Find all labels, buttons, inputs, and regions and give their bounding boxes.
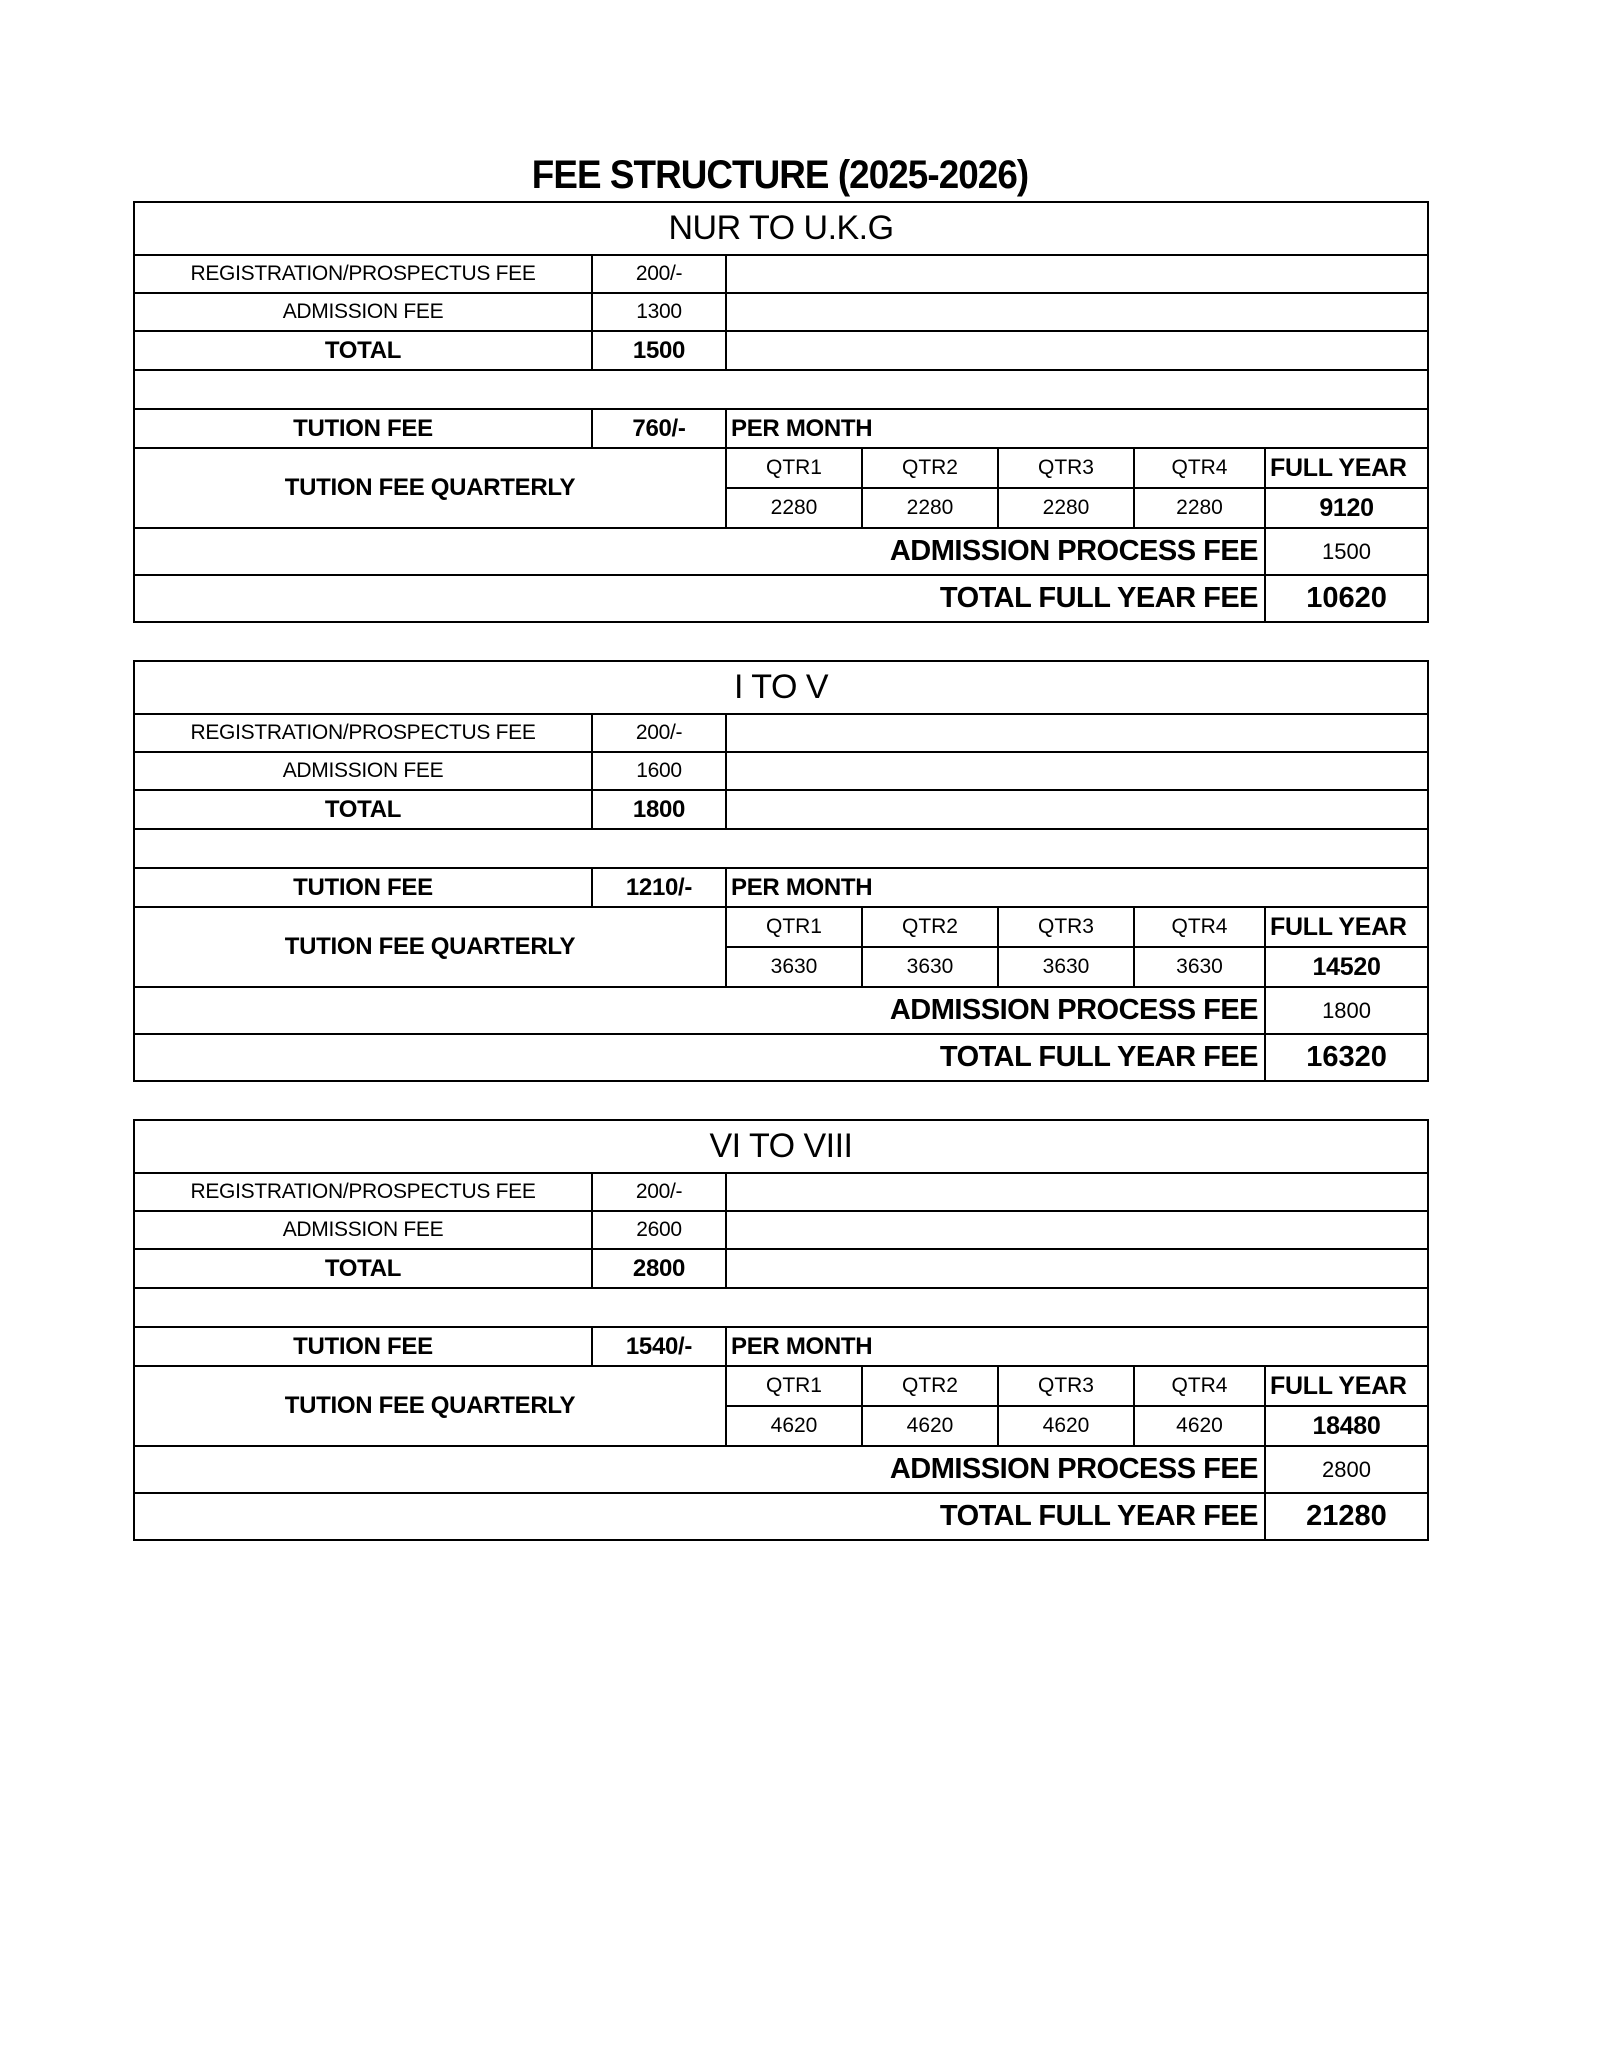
qtr2-header: QTR2 [862, 1366, 998, 1406]
admission-process-fee-value: 2800 [1265, 1446, 1428, 1493]
total-full-year-fee-value: 16320 [1265, 1034, 1428, 1081]
qtr2-value: 2280 [862, 488, 998, 528]
total-label: TOTAL [134, 1249, 592, 1288]
admission-process-fee-label: ADMISSION PROCESS FEE [134, 528, 1265, 575]
tuition-fee-value: 760/- [592, 409, 726, 448]
total-full-year-fee-value: 21280 [1265, 1493, 1428, 1540]
tuition-quarterly-label: TUTION FEE QUARTERLY [134, 1366, 726, 1446]
qtr2-header: QTR2 [862, 907, 998, 947]
fee-section-table-1 [133, 201, 1429, 623]
total-label: TOTAL [134, 790, 592, 829]
empty-cell [726, 790, 1428, 829]
per-month-label: PER MONTH [726, 1327, 1428, 1366]
registration-fee-value: 200/- [592, 255, 726, 293]
section-heading: I TO V [134, 661, 1428, 714]
admission-fee-value: 1600 [592, 752, 726, 790]
fee-section-table-3 [133, 1119, 1429, 1541]
qtr4-value: 4620 [1134, 1406, 1265, 1446]
registration-fee-value: 200/- [592, 714, 726, 752]
admission-fee-label: ADMISSION FEE [134, 1211, 592, 1249]
qtr3-header: QTR3 [998, 448, 1134, 488]
qtr3-value: 2280 [998, 488, 1134, 528]
registration-fee-label: REGISTRATION/PROSPECTUS FEE [134, 255, 592, 293]
qtr1-value: 3630 [726, 947, 862, 987]
qtr1-header: QTR1 [726, 1366, 862, 1406]
fee-section-table-2 [133, 660, 1429, 1082]
qtr3-value: 4620 [998, 1406, 1134, 1446]
tuition-quarterly-label: TUTION FEE QUARTERLY [134, 907, 726, 987]
full-year-value: 18480 [1265, 1406, 1428, 1446]
qtr1-value: 2280 [726, 488, 862, 528]
section-heading: VI TO VIII [134, 1120, 1428, 1173]
spacer-row [134, 829, 1428, 868]
admission-fee-value: 1300 [592, 293, 726, 331]
qtr3-header: QTR3 [998, 907, 1134, 947]
registration-fee-label: REGISTRATION/PROSPECTUS FEE [134, 714, 592, 752]
registration-fee-value: 200/- [592, 1173, 726, 1211]
tuition-fee-value: 1540/- [592, 1327, 726, 1366]
total-label: TOTAL [134, 331, 592, 370]
qtr2-header: QTR2 [862, 448, 998, 488]
qtr3-value: 3630 [998, 947, 1134, 987]
total-full-year-fee-value: 10620 [1265, 575, 1428, 622]
admission-process-fee-label: ADMISSION PROCESS FEE [134, 987, 1265, 1034]
empty-cell [726, 293, 1428, 331]
per-month-label: PER MONTH [726, 868, 1428, 907]
section-heading: NUR TO U.K.G [134, 202, 1428, 255]
qtr1-header: QTR1 [726, 448, 862, 488]
qtr4-header: QTR4 [1134, 448, 1265, 488]
tuition-fee-label: TUTION FEE [134, 868, 592, 907]
qtr2-value: 3630 [862, 947, 998, 987]
tuition-fee-label: TUTION FEE [134, 409, 592, 448]
admission-process-fee-label: ADMISSION PROCESS FEE [134, 1446, 1265, 1493]
total-value: 1500 [592, 331, 726, 370]
empty-cell [726, 255, 1428, 293]
admission-process-fee-value: 1500 [1265, 528, 1428, 575]
full-year-value: 14520 [1265, 947, 1428, 987]
empty-cell [726, 752, 1428, 790]
spacer-row [134, 1288, 1428, 1327]
qtr1-header: QTR1 [726, 907, 862, 947]
tuition-fee-value: 1210/- [592, 868, 726, 907]
full-year-header: FULL YEAR [1265, 907, 1428, 947]
qtr4-header: QTR4 [1134, 1366, 1265, 1406]
tuition-fee-label: TUTION FEE [134, 1327, 592, 1366]
total-full-year-fee-label: TOTAL FULL YEAR FEE [134, 1034, 1265, 1081]
empty-cell [726, 331, 1428, 370]
total-full-year-fee-label: TOTAL FULL YEAR FEE [134, 575, 1265, 622]
qtr3-header: QTR3 [998, 1366, 1134, 1406]
full-year-header: FULL YEAR [1265, 448, 1428, 488]
admission-fee-label: ADMISSION FEE [134, 752, 592, 790]
qtr1-value: 4620 [726, 1406, 862, 1446]
page-title: FEE STRUCTURE (2025-2026) [531, 153, 1029, 197]
empty-cell [726, 1211, 1428, 1249]
spacer-row [134, 370, 1428, 409]
admission-fee-value: 2600 [592, 1211, 726, 1249]
per-month-label: PER MONTH [726, 409, 1428, 448]
registration-fee-label: REGISTRATION/PROSPECTUS FEE [134, 1173, 592, 1211]
empty-cell [726, 714, 1428, 752]
full-year-header: FULL YEAR [1265, 1366, 1428, 1406]
empty-cell [726, 1249, 1428, 1288]
empty-cell [726, 1173, 1428, 1211]
total-value: 2800 [592, 1249, 726, 1288]
admission-fee-label: ADMISSION FEE [134, 293, 592, 331]
total-full-year-fee-label: TOTAL FULL YEAR FEE [134, 1493, 1265, 1540]
total-value: 1800 [592, 790, 726, 829]
tuition-quarterly-label: TUTION FEE QUARTERLY [134, 448, 726, 528]
qtr4-value: 3630 [1134, 947, 1265, 987]
qtr4-header: QTR4 [1134, 907, 1265, 947]
admission-process-fee-value: 1800 [1265, 987, 1428, 1034]
qtr2-value: 4620 [862, 1406, 998, 1446]
full-year-value: 9120 [1265, 488, 1428, 528]
qtr4-value: 2280 [1134, 488, 1265, 528]
